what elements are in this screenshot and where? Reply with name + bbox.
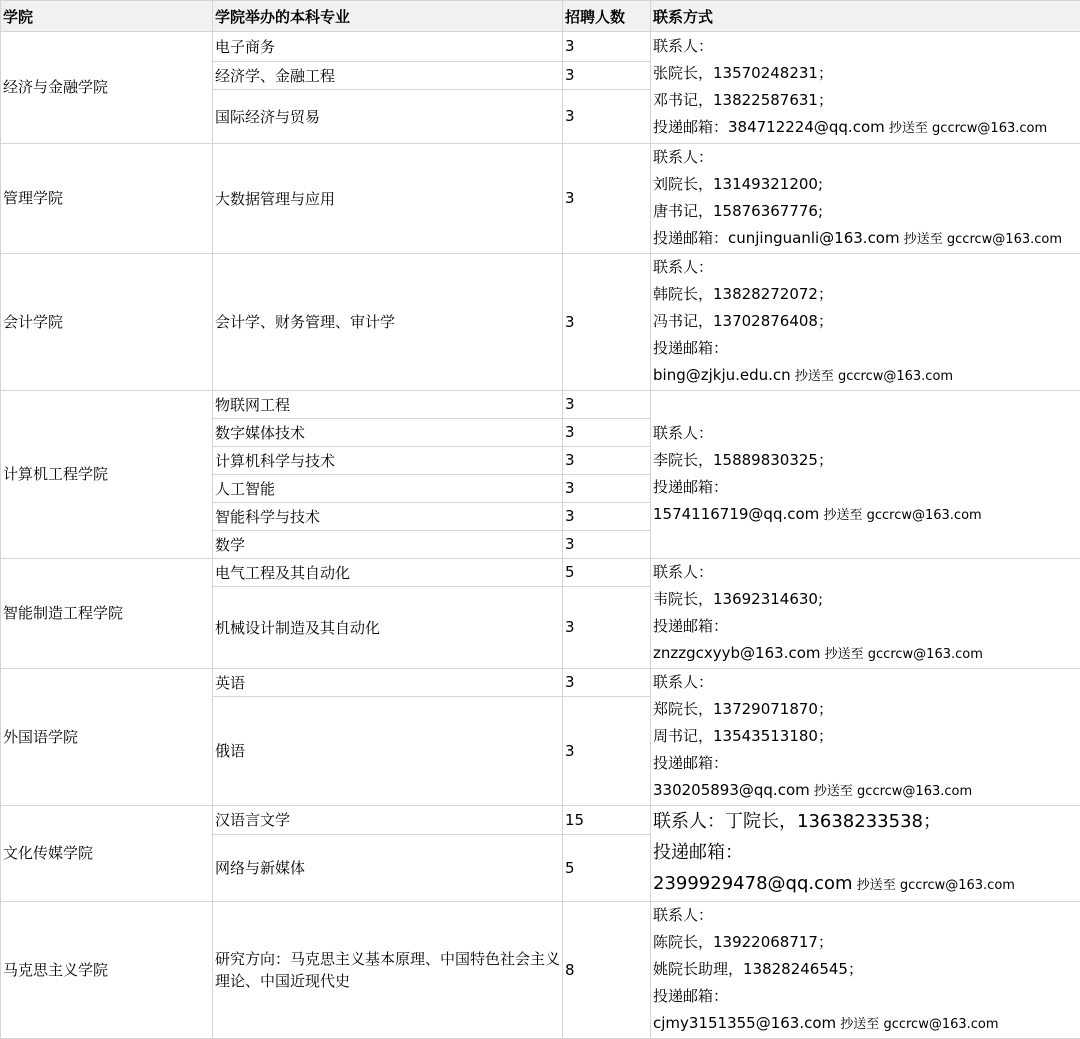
contact-cell <box>651 669 1080 806</box>
contact-line: 姚院长助理，13828246545； <box>653 960 863 978</box>
hiring-count-cell: 3 <box>563 32 651 62</box>
header-college: 学院 <box>1 1 213 32</box>
table-row <box>1 806 1080 835</box>
major-name-cell: 人工智能 <box>213 475 563 503</box>
college-name-cell: 计算机工程学院 <box>1 391 213 559</box>
major-name-cell: 俄语 <box>213 697 563 806</box>
contact-line: 投递邮箱： <box>653 842 743 863</box>
contact-line: 邓书记，13822587631； <box>653 91 833 109</box>
hiring-count-cell: 3 <box>563 144 651 254</box>
contact-line: 周书记，13543513180； <box>653 727 833 745</box>
cc-email: gccrcw@163.com <box>867 647 983 662</box>
hiring-count-cell: 3 <box>563 587 651 669</box>
contact-line: 刘院长，13149321200; <box>653 175 824 193</box>
header-contact: 联系方式 <box>651 1 1080 32</box>
contact-line: 投递邮箱： <box>653 987 729 1005</box>
cc-label: 抄送至 <box>856 878 896 893</box>
cc-note <box>836 1017 998 1032</box>
contact-line: 投递邮箱： <box>653 754 729 772</box>
major-name-cell: 电气工程及其自动化 <box>213 559 563 587</box>
table-row <box>1 391 1080 419</box>
major-name-cell: 数字媒体技术 <box>213 419 563 447</box>
contact-line: 联系人： <box>653 424 714 442</box>
contact-line: 330205893@qq.com <box>653 781 810 799</box>
cc-note <box>900 232 1062 247</box>
table-row <box>1 32 1080 62</box>
header-row <box>1 1 1080 32</box>
cc-label: 抄送至 <box>840 1017 880 1032</box>
cc-note <box>820 647 982 662</box>
contact-line: 联系人： <box>653 37 714 55</box>
hiring-count-cell: 3 <box>563 419 651 447</box>
cc-label: 抄送至 <box>813 784 853 799</box>
hiring-count-cell: 3 <box>563 254 651 391</box>
major-name-cell: 汉语言文学 <box>213 806 563 835</box>
college-name-cell: 文化传媒学院 <box>1 806 213 902</box>
cc-email: gccrcw@163.com <box>899 878 1015 893</box>
table-row <box>1 144 1080 254</box>
hiring-count-cell: 3 <box>563 475 651 503</box>
hiring-count-cell: 3 <box>563 90 651 144</box>
table-row <box>1 254 1080 391</box>
cc-email: gccrcw@163.com <box>883 1017 999 1032</box>
contact-line: 投递邮箱：cunjinguanli@163.com <box>653 229 900 247</box>
contact-line: 联系人： <box>653 563 714 581</box>
contact-line: znzzgcxyyb@163.com <box>653 644 821 662</box>
major-name-cell: 电子商务 <box>213 32 563 62</box>
major-name-cell: 网络与新媒体 <box>213 835 563 902</box>
contact-cell <box>651 806 1080 902</box>
cc-email: gccrcw@163.com <box>866 508 982 523</box>
contact-line: 郑院长，13729071870； <box>653 700 833 718</box>
contact-line: cjmy3151355@163.com <box>653 1014 837 1032</box>
contact-line: 投递邮箱： <box>653 478 729 496</box>
contact-line: 联系人： <box>653 148 714 166</box>
college-name-cell: 管理学院 <box>1 144 213 254</box>
contact-line: 张院长，13570248231； <box>653 64 833 82</box>
contact-line: 联系人： <box>653 906 714 924</box>
cc-label: 抄送至 <box>824 647 864 662</box>
hiring-count-cell: 3 <box>563 62 651 90</box>
cc-label: 抄送至 <box>794 369 834 384</box>
cc-label: 抄送至 <box>888 121 928 136</box>
cc-email: gccrcw@163.com <box>837 369 954 384</box>
cc-note <box>810 784 972 799</box>
hiring-count-cell: 3 <box>563 531 651 559</box>
hiring-count-cell: 3 <box>563 447 651 475</box>
header-majors: 学院举办的本科专业 <box>213 1 563 32</box>
contact-line: 联系人： <box>653 258 714 276</box>
cc-email: gccrcw@163.com <box>946 232 1063 247</box>
cc-label: 抄送至 <box>823 508 863 523</box>
major-name-cell: 国际经济与贸易 <box>213 90 563 144</box>
hiring-count-cell: 3 <box>563 503 651 531</box>
contact-cell <box>651 254 1080 391</box>
contact-line: 韦院长，13692314630; <box>653 590 824 608</box>
contact-cell <box>651 32 1080 144</box>
cc-email: gccrcw@163.com <box>932 121 1048 136</box>
contact-line: 1574116719@qq.com <box>653 505 820 523</box>
major-name-cell: 物联网工程 <box>213 391 563 419</box>
cc-note <box>819 508 981 523</box>
major-name-cell: 英语 <box>213 669 563 697</box>
contact-line: 韩院长，13828272072； <box>653 285 833 303</box>
hiring-count-cell: 3 <box>563 391 651 419</box>
table-row <box>1 559 1080 587</box>
major-name-cell: 大数据管理与应用 <box>213 144 563 254</box>
contact-cell <box>651 559 1080 669</box>
major-name-cell: 数学 <box>213 531 563 559</box>
header-count: 招聘人数 <box>563 1 651 32</box>
contact-line: 唐书记，15876367776; <box>653 202 824 220</box>
cc-note <box>885 121 1047 136</box>
hiring-count-cell: 3 <box>563 669 651 697</box>
major-name-cell: 智能科学与技术 <box>213 503 563 531</box>
college-name-cell: 外国语学院 <box>1 669 213 806</box>
college-name-cell: 智能制造工程学院 <box>1 559 213 669</box>
cc-note <box>853 878 1015 893</box>
hiring-count-cell: 5 <box>563 835 651 902</box>
major-name-cell: 经济学、金融工程 <box>213 62 563 90</box>
hiring-count-cell: 5 <box>563 559 651 587</box>
contact-line: 联系人：丁院长，13638233538； <box>653 811 941 832</box>
cc-email: gccrcw@163.com <box>857 784 973 799</box>
college-name-cell: 会计学院 <box>1 254 213 391</box>
contact-line: 冯书记，13702876408； <box>653 312 833 330</box>
contact-line: 2399929478@qq.com <box>653 873 853 894</box>
college-name-cell: 经济与金融学院 <box>1 32 213 144</box>
contact-line: 李院长，15889830325； <box>653 451 833 469</box>
hiring-count-cell: 3 <box>563 697 651 806</box>
major-name-cell: 会计学、财务管理、审计学 <box>213 254 563 391</box>
contact-line: 投递邮箱：384712224@qq.com <box>653 118 885 136</box>
table-row <box>1 902 1080 1039</box>
major-name-cell: 计算机科学与技术 <box>213 447 563 475</box>
contact-line: 投递邮箱： <box>653 339 729 357</box>
major-name-cell: 机械设计制造及其自动化 <box>213 587 563 669</box>
contact-line: 联系人： <box>653 673 714 691</box>
contact-line: 投递邮箱： <box>653 617 729 635</box>
major-name-cell: 研究方向：马克思主义基本原理、中国特色社会主义理论、中国近现代史 <box>213 902 563 1039</box>
contact-cell <box>651 902 1080 1039</box>
contact-line: bing@zjkju.edu.cn <box>653 366 791 384</box>
contact-cell <box>651 391 1080 559</box>
hiring-count-cell: 8 <box>563 902 651 1039</box>
table-row <box>1 669 1080 697</box>
contact-cell <box>651 144 1080 254</box>
contact-line: 陈院长，13922068717； <box>653 933 833 951</box>
college-name-cell: 马克思主义学院 <box>1 902 213 1039</box>
cc-label: 抄送至 <box>903 232 943 247</box>
hiring-count-cell: 15 <box>563 806 651 835</box>
cc-note <box>791 369 953 384</box>
table-body <box>1 32 1080 1039</box>
